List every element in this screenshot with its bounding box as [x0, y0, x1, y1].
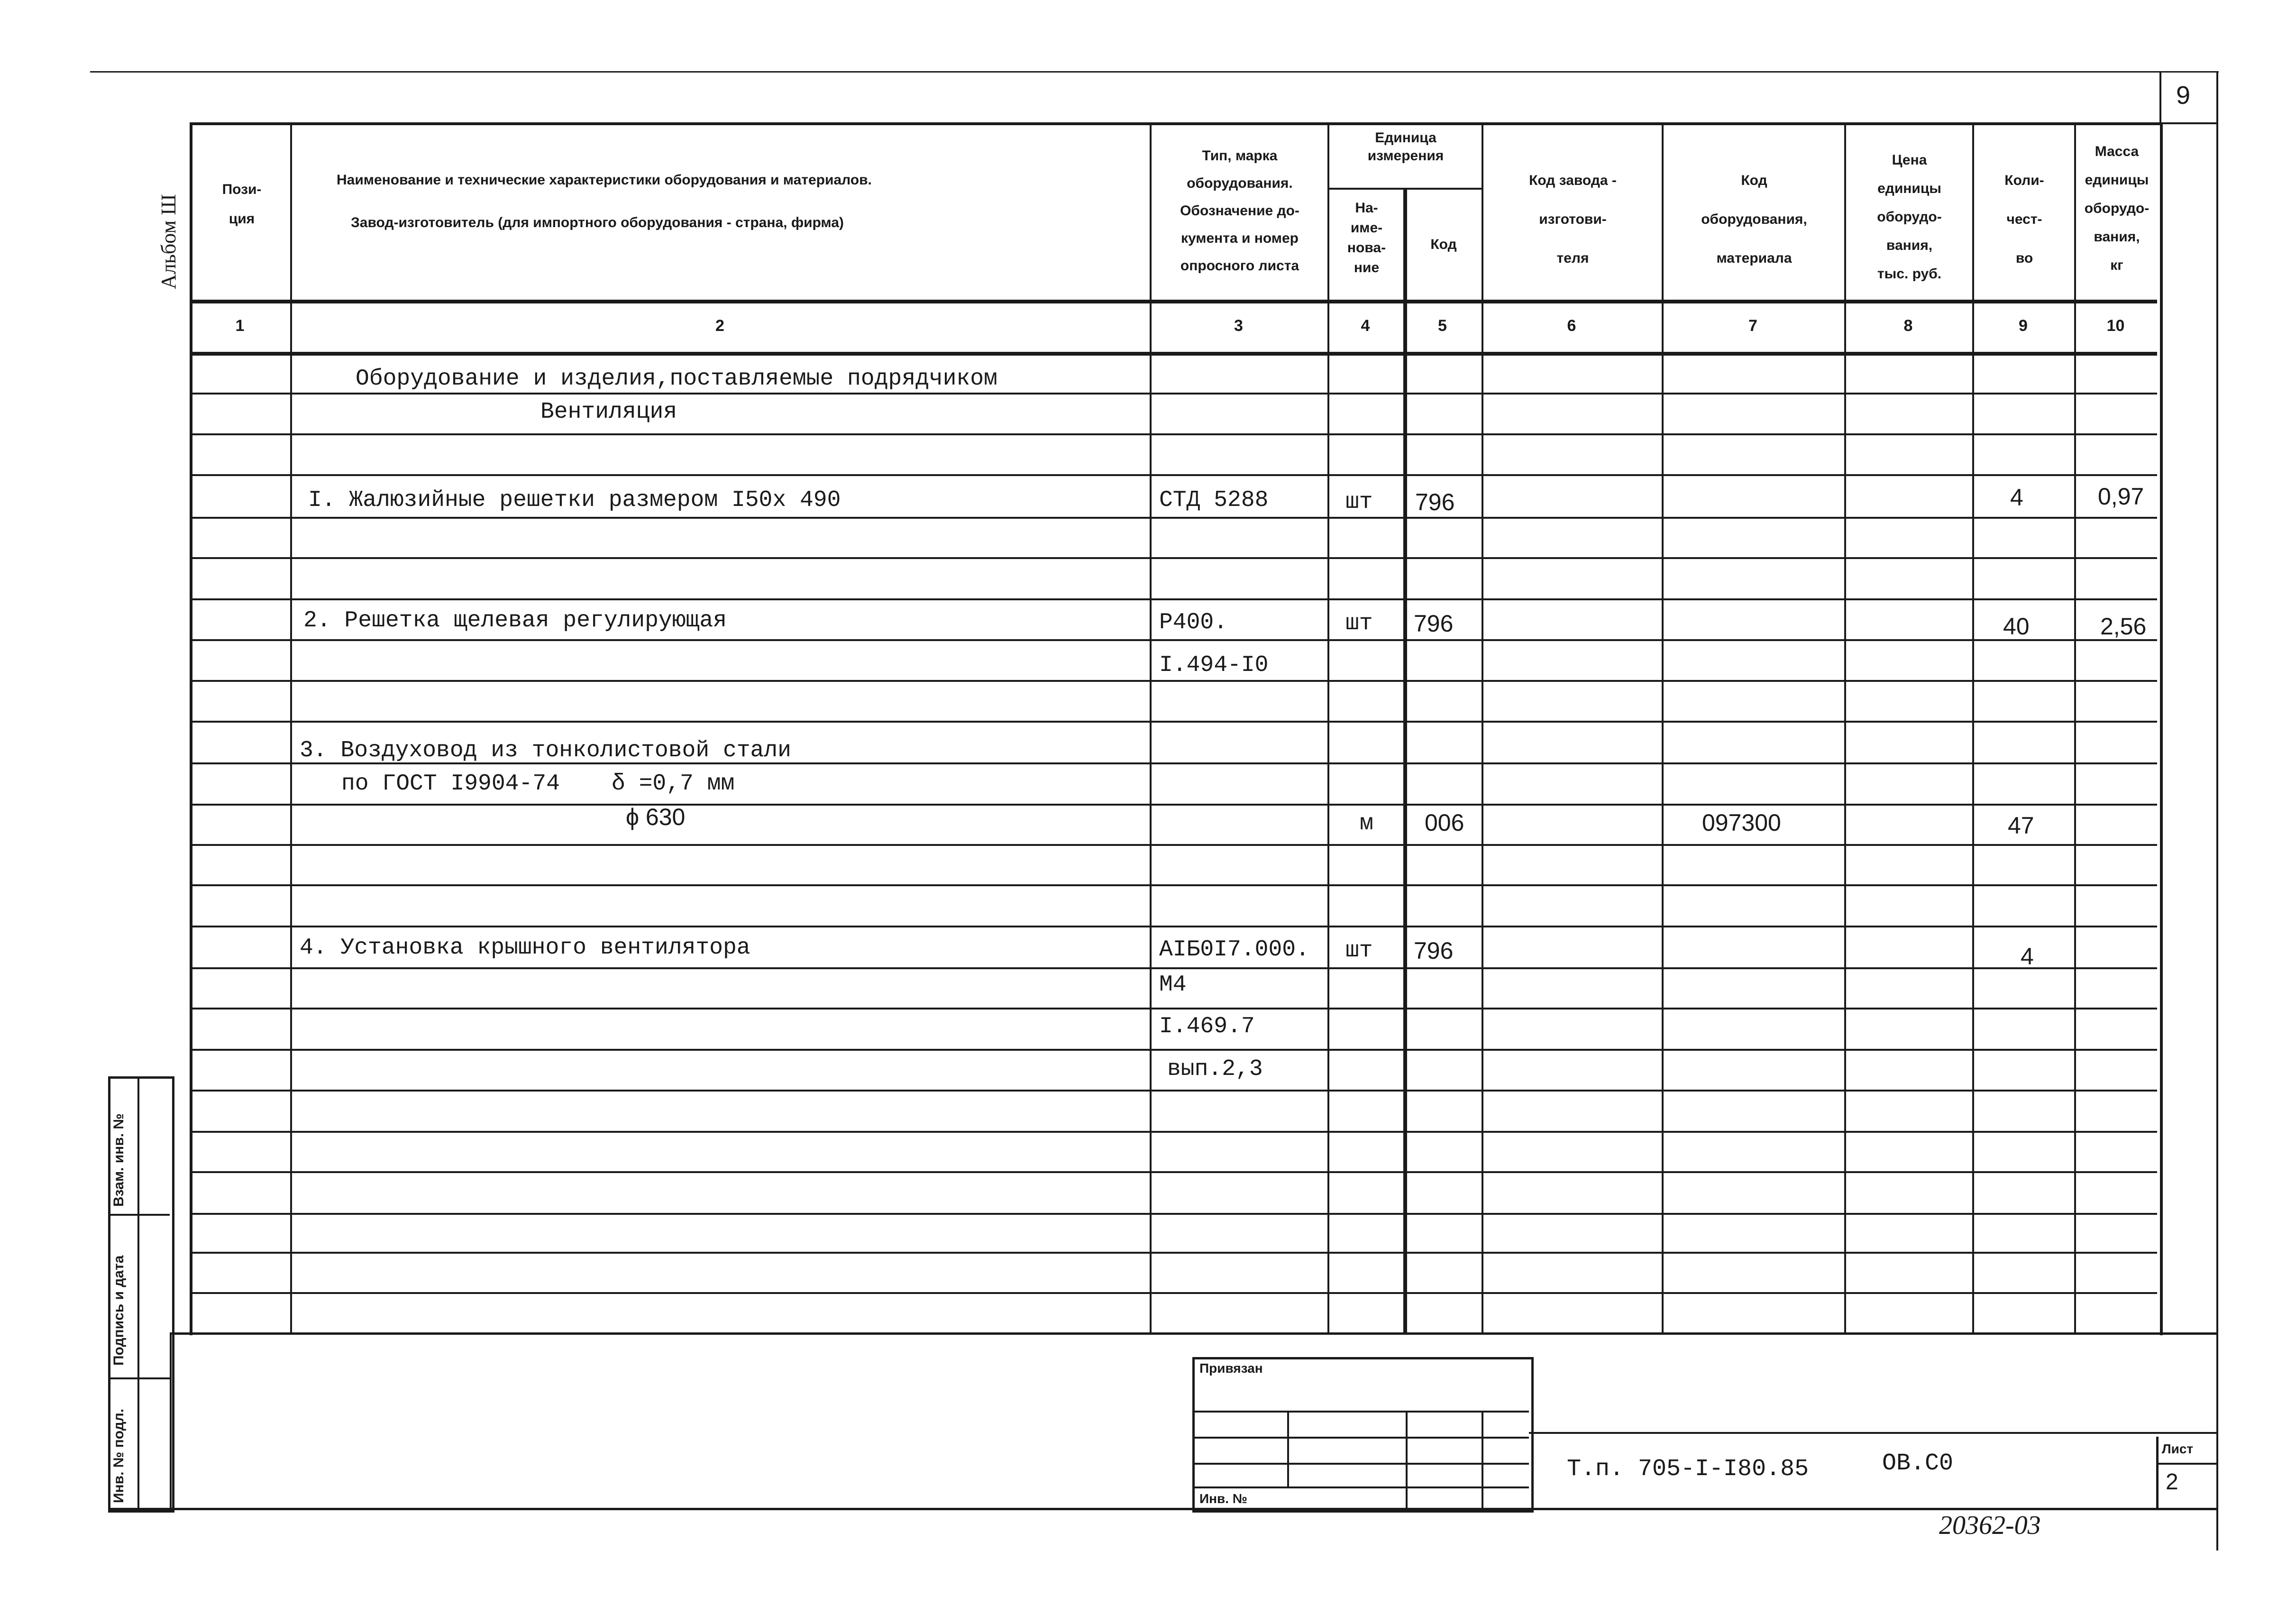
row-line — [190, 967, 2157, 969]
item-2-mass: 2,56 — [2100, 613, 2147, 640]
privyazan-row-4 — [1192, 1486, 1529, 1488]
item-2-unit: шт — [1345, 611, 1373, 636]
colnum-5: 5 — [1438, 317, 1447, 335]
title-block-left — [170, 1332, 172, 1508]
item-2-qty: 40 — [2003, 613, 2030, 640]
item-2-name: 2. Решетка щелевая регулирующая — [303, 608, 727, 633]
colnum-10: 10 — [2106, 317, 2125, 335]
item-4-type3: I.469.7 — [1159, 1014, 1255, 1039]
row-line — [190, 1131, 2157, 1133]
side-stamp-sep-2 — [108, 1377, 170, 1379]
item-3-name2b: δ =0,7 мм — [612, 771, 735, 797]
side-stamp-sign: Подпись и дата — [111, 1255, 127, 1366]
row-line — [190, 1213, 2157, 1215]
header-col9: Коли- чест- во — [2004, 173, 2044, 266]
colnum-3: 3 — [1234, 317, 1243, 335]
item-1-mass: 0,97 — [2098, 483, 2144, 510]
sheet-number: 2 — [2166, 1469, 2178, 1495]
col-sep-8 — [1972, 122, 1974, 1332]
header-col10: Масса единицы оборудо- вания, кг — [2084, 144, 2150, 273]
item-4-unit: шт — [1345, 938, 1373, 963]
item-3-name2: по ГОСТ I9904-74 — [341, 771, 560, 797]
header-col7: Код оборудования, материала — [1701, 173, 1807, 266]
col-sep-2 — [1150, 122, 1152, 1332]
item-2-code: 796 — [1414, 610, 1454, 637]
col-sep-6 — [1662, 122, 1664, 1332]
col-sep-5 — [1482, 122, 1483, 1332]
header-col4: На- име- нова- ние — [1347, 200, 1386, 275]
col-sep-3 — [1327, 122, 1329, 1332]
header-col2: Наименование и технические характеристики оборудования и материалов. Завод-изготовитель (для импортного оборудования - страна, фирма) — [337, 172, 872, 230]
item-1-qty: 4 — [2010, 484, 2023, 511]
unit-group-line — [1327, 188, 1482, 190]
ink-stamp-line — [1529, 1432, 2216, 1434]
col-sep-9 — [2074, 122, 2076, 1332]
header-col8: Цена единицы оборудо- вания, тыс. руб. — [1877, 152, 1942, 282]
item-2-type: Р400. — [1159, 610, 1228, 635]
inv-no-label: Инв. № — [1199, 1491, 1248, 1506]
colnum-6: 6 — [1567, 317, 1576, 335]
item-4-name: 4. Установка крышного вентилятора — [300, 935, 750, 961]
item-4-code: 796 — [1414, 937, 1454, 964]
privyazan-label: Привязан — [1199, 1361, 1263, 1376]
colnum-4: 4 — [1361, 317, 1370, 335]
doc-code: Т.п. 705-I-I80.85 — [1567, 1456, 1809, 1483]
top-border-line — [90, 71, 2219, 73]
row-line — [190, 393, 2157, 395]
item-4-type2: М4 — [1159, 972, 1187, 998]
col-sep-7 — [1844, 122, 1846, 1332]
main-table-frame — [190, 122, 2163, 1335]
header-col5: Код — [1430, 237, 1457, 252]
item-1-type: СТД 5288 — [1159, 487, 1269, 513]
colnum-7: 7 — [1748, 317, 1757, 335]
section-subtitle: Вентиляция — [540, 399, 677, 425]
row-line — [190, 1292, 2157, 1294]
privyazan-col-2 — [1406, 1411, 1408, 1508]
right-border-line — [2216, 71, 2218, 1551]
item-3-qty: 47 — [2008, 812, 2034, 839]
sheet-label: Лист — [2162, 1441, 2194, 1456]
col-sep-4 — [1403, 188, 1407, 1332]
header-col1: Пози- ция — [222, 182, 262, 227]
album-label: Альбом Ш — [157, 194, 180, 289]
item-3-unit: м — [1360, 811, 1373, 836]
sheet-box-sep — [2156, 1463, 2216, 1465]
item-3-name: 3. Воздуховод из тонколистовой стали — [300, 738, 791, 763]
side-stamp-inv: Инв. № подл. — [111, 1408, 127, 1503]
row-line — [190, 474, 2157, 476]
item-4-type: АIБ0I7.000. — [1159, 937, 1309, 963]
item-4-type4: вып.2,3 — [1167, 1056, 1263, 1082]
row-line — [190, 844, 2157, 846]
section-title: Оборудование и изделия,поставляемые подрядчиком — [356, 366, 997, 392]
row-line — [190, 1252, 2157, 1254]
header-unit-group: Единица измерения — [1367, 130, 1444, 164]
privyazan-row-3 — [1192, 1463, 1529, 1465]
row-line — [190, 1008, 2157, 1009]
row-line — [190, 433, 2157, 435]
row-line — [190, 1090, 2157, 1092]
item-3-equip-code: 097300 — [1702, 809, 1781, 836]
item-1-name: I. Жалюзийные решетки размером I50х 490 — [308, 487, 841, 513]
row-line — [190, 680, 2157, 682]
colnum-2: 2 — [715, 317, 724, 335]
row-line — [190, 1049, 2157, 1051]
privyazan-col-1 — [1287, 1411, 1289, 1486]
row-line — [190, 598, 2157, 600]
title-block-top — [170, 1332, 2218, 1335]
colnum-bottom-line — [190, 352, 2157, 356]
privyazan-row-1 — [1192, 1411, 1529, 1413]
row-line — [190, 721, 2157, 723]
item-1-code: 796 — [1415, 489, 1455, 515]
row-line — [190, 639, 2157, 641]
page-number: 9 — [2176, 81, 2191, 110]
item-3-code: 006 — [1425, 809, 1464, 836]
row-line — [190, 926, 2157, 927]
privyazan-row-2 — [1192, 1437, 1529, 1439]
colnum-8: 8 — [1903, 317, 1913, 335]
side-stamp-sep-1 — [108, 1214, 170, 1216]
privyazan-col-3 — [1482, 1411, 1483, 1508]
row-line — [190, 517, 2157, 519]
row-line — [190, 1171, 2157, 1173]
header-bottom-line — [190, 300, 2157, 303]
bottom-code: 20362-03 — [1939, 1511, 2041, 1540]
item-4-qty: 4 — [2021, 943, 2034, 970]
colnum-9: 9 — [2019, 317, 2028, 335]
col-sep-1 — [290, 122, 292, 1332]
header-col3: Тип, марка оборудования. Обозначение до- кумента и номер опросного листа — [1180, 148, 1299, 274]
item-1-unit: шт — [1345, 489, 1373, 515]
item-3-name3: ϕ 630 — [626, 804, 686, 830]
title-block-bottom — [108, 1508, 2218, 1510]
item-2-type2: I.494-I0 — [1159, 652, 1269, 678]
colnum-1: 1 — [235, 317, 245, 335]
doc-mark: ОВ.С0 — [1882, 1450, 1954, 1477]
header-col6: Код завода - изготови- теля — [1529, 173, 1617, 266]
row-line — [190, 884, 2157, 886]
side-stamp-inner — [137, 1076, 139, 1508]
row-line — [190, 804, 2157, 806]
row-line — [190, 557, 2157, 559]
side-stamp-vzam: Взам. инв. № — [111, 1113, 127, 1207]
